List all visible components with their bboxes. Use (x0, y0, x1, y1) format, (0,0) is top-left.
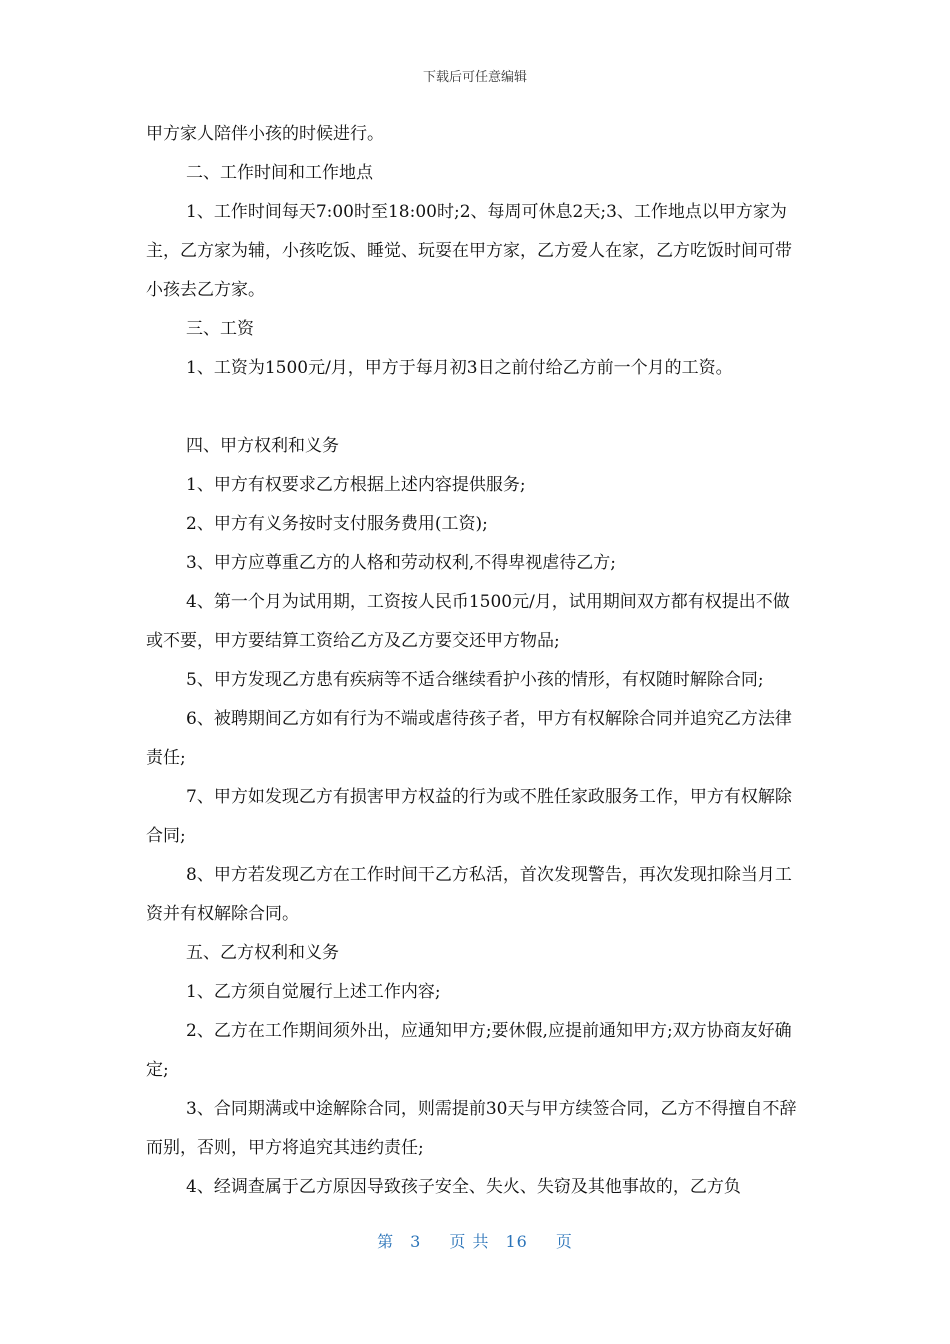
paragraph: 4、第一个月为试用期，工资按人民币1500元/月，试用期间双方都有权提出不做或不要，甲方要结算工资给乙方及乙方要交还甲方物品; (146, 592, 790, 651)
section-heading: 五、乙方权利和义务 (186, 943, 339, 963)
total-pages-number: 16 (505, 1232, 528, 1251)
blank-line (146, 388, 806, 427)
paragraph: 3、合同期满或中途解除合同，则需提前30天与甲方续签合同，乙方不得擅自不辞而别，否则，甲方将追究其违约责任; (146, 1099, 797, 1158)
paragraph: 1、工作时间每天7:00时至18:00时;2、每周可休息2天;3、工作地点以甲方家为主，乙方家为辅，小孩吃饭、睡觉、玩耍在甲方家，乙方爱人在家，乙方吃饭时间可带小孩去乙方家。 (146, 202, 792, 300)
footer-prefix: 第 (377, 1232, 395, 1251)
paragraph: 甲方家人陪伴小孩的时候进行。 (146, 124, 384, 144)
page-footer (0, 1229, 950, 1252)
paragraph: 3、甲方应尊重乙方的人格和劳动权利,不得卑视虐待乙方; (186, 553, 616, 573)
current-page-number: 3 (410, 1232, 422, 1251)
paragraph: 7、甲方如发现乙方有损害甲方权益的行为或不胜任家政服务工作，甲方有权解除合同; (146, 787, 792, 846)
paragraph: 2、甲方有义务按时支付服务费用(工资); (186, 514, 488, 534)
section-heading: 四、甲方权利和义务 (186, 436, 339, 456)
paragraph: 8、甲方若发现乙方在工作时间干乙方私活，首次发现警告，再次发现扣除当月工资并有权解除合同。 (146, 865, 792, 924)
page-header: 下载后可任意编辑 (422, 70, 527, 85)
paragraph: 5、甲方发现乙方患有疾病等不适合继续看护小孩的情形，有权随时解除合同; (186, 670, 764, 690)
footer-middle: 页 共 (449, 1232, 490, 1251)
paragraph: 1、甲方有权要求乙方根据上述内容提供服务; (186, 475, 526, 495)
paragraph: 2、乙方在工作期间须外出，应通知甲方;要休假,应提前通知甲方;双方协商友好确定; (146, 1021, 792, 1080)
paragraph: 4、经调查属于乙方原因导致孩子安全、失火、失窃及其他事故的，乙方负 (186, 1177, 741, 1197)
paragraph: 1、工资为1500元/月，甲方于每月初3日之前付给乙方前一个月的工资。 (186, 358, 733, 378)
document-body (146, 115, 806, 1207)
section-heading: 二、工作时间和工作地点 (186, 163, 373, 183)
paragraph: 1、乙方须自觉履行上述工作内容; (186, 982, 441, 1002)
section-heading: 三、工资 (186, 319, 254, 339)
paragraph: 6、被聘期间乙方如有行为不端或虐待孩子者，甲方有权解除合同并追究乙方法律责任; (146, 709, 792, 768)
footer-suffix: 页 (555, 1232, 573, 1251)
